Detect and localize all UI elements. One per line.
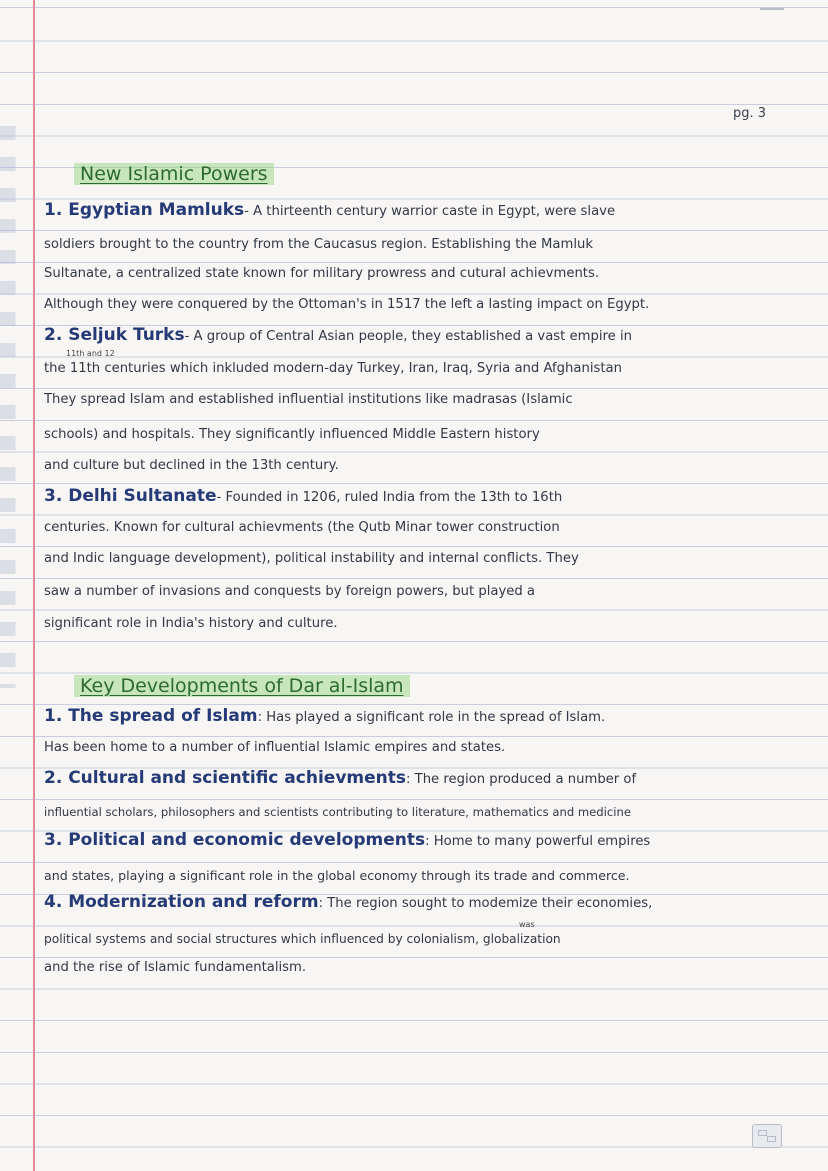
item-text: and culture but declined in the 13th century.	[44, 458, 339, 473]
item-text: : The region produced a number of	[406, 772, 637, 787]
item-lead: 2. Seljuk Turks	[44, 325, 185, 345]
section-title-key-developments: Key Developments of Dar al-Islam	[74, 675, 410, 697]
item-text: They spread Islam and established influential institutions like madrasas (Islamic	[44, 392, 573, 407]
margin-triangles	[0, 118, 26, 688]
item-lead: 4. Modernization and reform	[44, 892, 319, 912]
scan-logo-icon	[752, 1124, 782, 1148]
item-text: and states, playing a significant role in the global economy through its trade and commerce.	[44, 868, 630, 883]
item-text: soldiers brought to the country from the Caucasus region. Establishing the Mamluk	[44, 237, 593, 252]
item-text: centuries. Known for cultural achievments (the Qutb Minar tower construction	[44, 520, 560, 535]
item-text: the 11th centuries which inkluded modern-day Turkey, Iran, Iraq, Syria and Afghanistan	[44, 361, 622, 376]
margin-line	[33, 0, 35, 1171]
handwritten-annotation: was	[519, 920, 535, 929]
handwritten-annotation: 11th and 12	[66, 349, 115, 358]
item-text: influential scholars, philosophers and scientists contributing to literature, mathematics and medicine	[44, 805, 631, 819]
item-text: : The region sought to modemize their economies,	[318, 896, 653, 911]
item-text: : Home to many powerful empires	[425, 834, 651, 849]
list-item	[44, 325, 816, 347]
item-lead: 2. Cultural and scientific achievments	[44, 768, 406, 788]
page-number: pg. 3	[733, 106, 767, 121]
item-text: Although they were conquered by the Ottoman's in 1517 the left a lasting impact on Egypt.	[44, 297, 650, 312]
item-text: and the rise of Islamic fundamentalism.	[44, 960, 307, 975]
top-mark	[760, 8, 784, 10]
item-text: : Has played a significant role in the spread of Islam.	[257, 710, 606, 725]
item-text: Sultanate, a centralized state known for military prowress and cutural achievments.	[44, 266, 600, 281]
item-text: - Founded in 1206, ruled India from the 13th to 16th	[216, 490, 563, 505]
item-text: - A group of Central Asian people, they established a vast empire in	[184, 329, 632, 344]
item-text: saw a number of invasions and conquests by foreign powers, but played a	[44, 584, 536, 599]
list-item	[44, 830, 816, 852]
item-text: political systems and social structures which influenced by colonialism, globalization	[44, 932, 561, 946]
item-text: significant role in India's history and culture.	[44, 616, 338, 631]
list-item	[44, 706, 816, 728]
item-text: Has been home to a number of influential Islamic empires and states.	[44, 740, 506, 755]
item-lead: 3. Political and economic developments	[44, 830, 426, 850]
item-text: schools) and hospitals. They significantly influenced Middle Eastern history	[44, 427, 540, 442]
item-text: - A thirteenth century warrior caste in Egypt, were slave	[244, 204, 616, 219]
list-item	[44, 892, 816, 914]
section-title-new-islamic-powers: New Islamic Powers	[74, 163, 274, 185]
item-lead: 1. The spread of Islam	[44, 706, 258, 726]
list-item	[44, 486, 816, 508]
item-text: and Indic language development), political instability and internal conflicts. They	[44, 551, 579, 566]
list-item	[44, 768, 816, 790]
item-lead: 3. Delhi Sultanate	[44, 486, 217, 506]
item-lead: 1. Egyptian Mamluks	[44, 200, 245, 220]
list-item	[44, 200, 816, 222]
